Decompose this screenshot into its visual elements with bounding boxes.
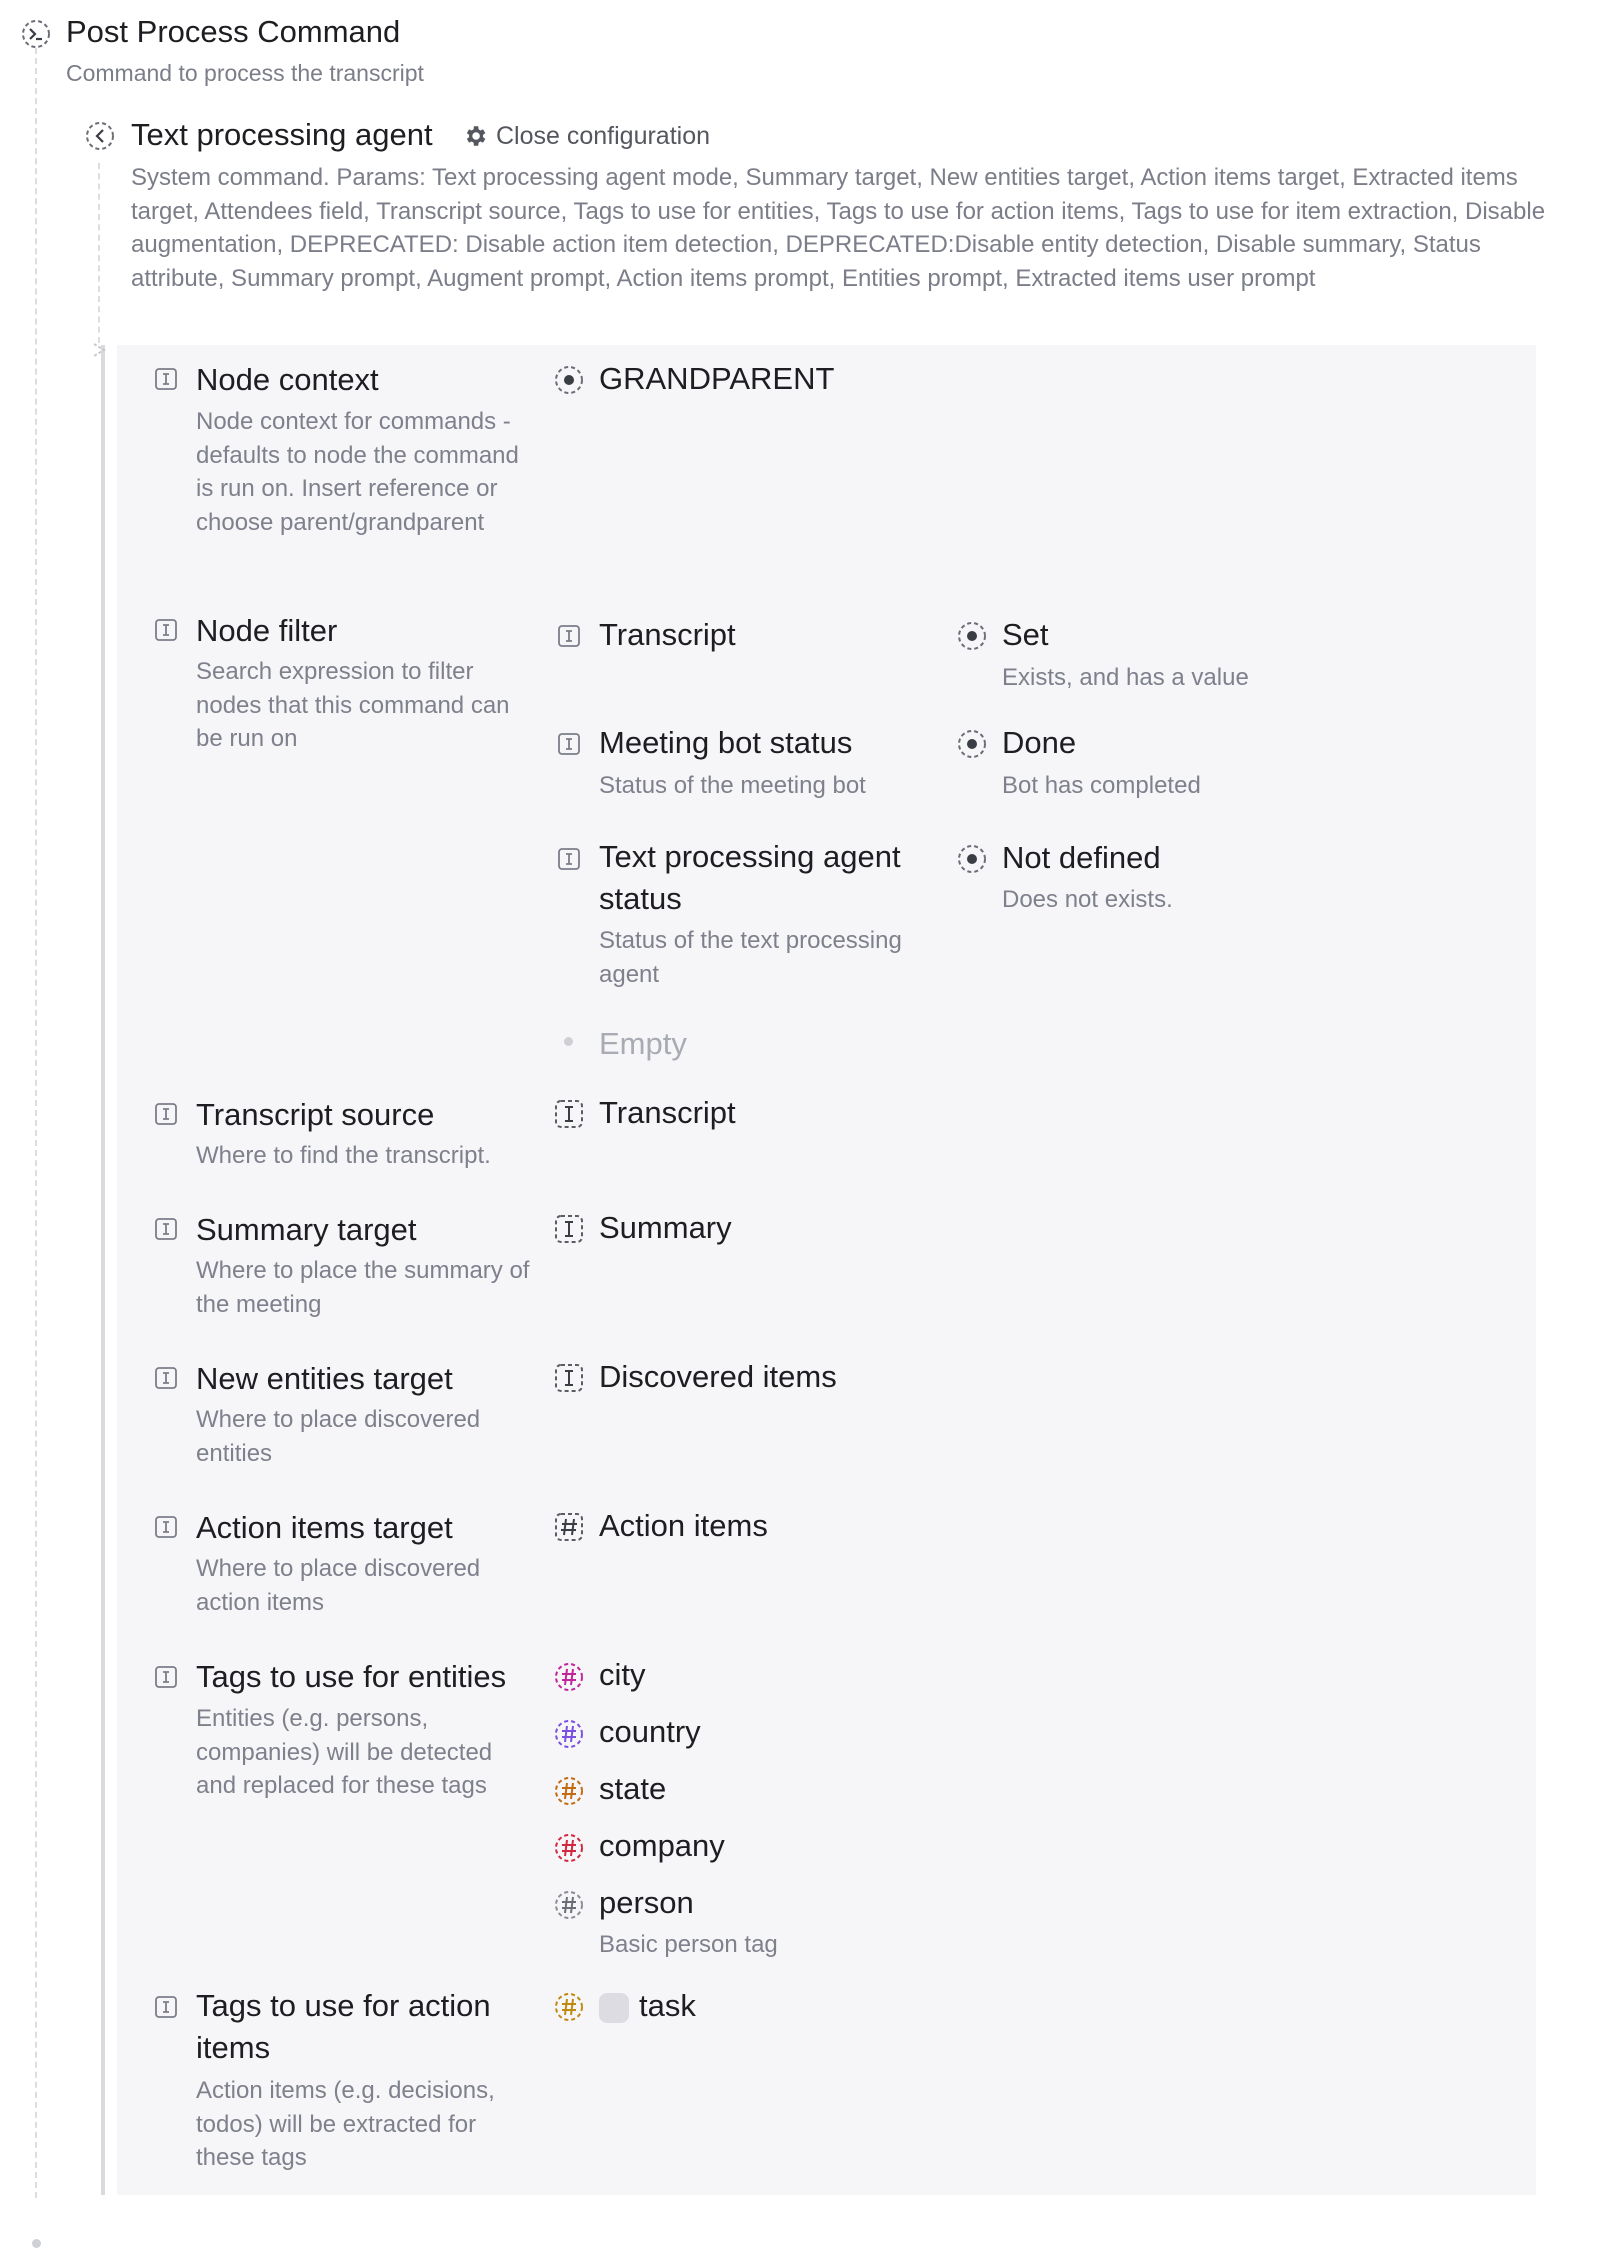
tag-item-task[interactable]: task [639, 1988, 696, 2023]
option-value-icon [956, 843, 988, 875]
tag-icon [553, 1889, 585, 1921]
close-configuration-label: Close configuration [496, 121, 711, 150]
page-subtitle: Command to process the transcript [66, 60, 424, 86]
option-value-icon [956, 620, 988, 652]
tag-icon [553, 1832, 585, 1864]
field-label-action-items-target: Action items target [196, 1510, 453, 1545]
agent-title: Text processing agent [131, 117, 433, 152]
field-desc-tags-entities: Entities (e.g. persons, companies) will be detected and replaced for these tags [196, 1705, 493, 1799]
branch-arrow-icon [90, 340, 114, 364]
filter-condition-name[interactable]: Meeting bot status [599, 725, 853, 760]
transcript-source-value[interactable]: Transcript [599, 1095, 736, 1130]
page-title: Post Process Command [66, 14, 401, 49]
filter-condition-value-desc: Exists, and has a value [1002, 664, 1249, 691]
field-reference-icon [553, 1098, 585, 1130]
field-label-summary-target: Summary target [196, 1212, 417, 1247]
field-desc-summary-target: Where to place the summary of the meeting [196, 1257, 530, 1318]
field-label-new-entities-target: New entities target [196, 1361, 453, 1396]
field-icon [154, 1102, 178, 1126]
field-label-transcript-source: Transcript source [196, 1097, 435, 1132]
tree-guide-line [35, 48, 37, 2198]
field-label-node-filter: Node filter [196, 613, 338, 648]
filter-condition-name-desc: Status of the meeting bot [599, 772, 866, 799]
filter-condition-value[interactable]: Not defined [1002, 840, 1161, 875]
tag-item-person-desc: Basic person tag [599, 1931, 778, 1958]
tag-item-country[interactable]: country [599, 1714, 701, 1749]
close-configuration-button[interactable] [462, 119, 710, 153]
field-icon [154, 1217, 178, 1241]
field-icon [557, 847, 581, 871]
field-icon [154, 367, 178, 391]
task-checkbox-icon[interactable] [599, 1993, 629, 2023]
field-icon [154, 1995, 178, 2019]
tag-reference-icon [553, 1511, 585, 1543]
command-icon[interactable] [20, 18, 52, 50]
agent-command-icon[interactable] [84, 120, 116, 152]
field-label-tags-entities: Tags to use for entities [196, 1659, 507, 1694]
field-icon [154, 1665, 178, 1689]
node-context-value[interactable]: GRANDPARENT [599, 361, 835, 396]
summary-target-value[interactable]: Summary [599, 1210, 732, 1245]
field-reference-icon [553, 1362, 585, 1394]
field-icon [154, 618, 178, 642]
field-desc-transcript-source: Where to find the transcript. [196, 1142, 491, 1169]
filter-condition-value-desc: Bot has completed [1002, 772, 1201, 799]
tag-icon [553, 1991, 585, 2023]
field-label-node-context: Node context [196, 362, 379, 397]
field-desc-node-context: Node context for commands - defaults to node the command is run on. Insert reference or choose parent/grandparent [196, 408, 519, 536]
filter-condition-name[interactable]: Text processing agent status [599, 839, 901, 916]
tree-guide-line-inner [98, 163, 100, 343]
field-label-tags-action-items: Tags to use for action items [196, 1988, 491, 2065]
field-desc-node-filter: Search expression to filter nodes that this command can be run on [196, 658, 510, 752]
filter-condition-value-desc: Does not exists. [1002, 886, 1173, 913]
field-icon [154, 1515, 178, 1539]
empty-bullet-icon [564, 1037, 573, 1046]
tag-item-city[interactable]: city [599, 1657, 646, 1692]
panel-left-border [101, 345, 105, 2195]
new-node-bullet-icon[interactable] [32, 2239, 41, 2248]
option-value-icon [553, 364, 585, 396]
field-icon [154, 1366, 178, 1390]
option-value-icon [956, 728, 988, 760]
gear-icon [462, 123, 488, 149]
action-items-target-value[interactable]: Action items [599, 1508, 768, 1543]
tag-icon [553, 1718, 585, 1750]
agent-description: System command. Params: Text processing agent mode, Summary target, New entities target, Action items target, Extracted items target, Attendees field, Transcript source, Tags to use for entities, Tags to use for action items, Tags to use for item extraction, Disable augmentation, DEPRECATED: Disable action item detection, DEPRECATED:Disable entity detection, Disable summary, Status attribute, Summary prompt, Augment prompt, Action items prompt, Entities prompt, Extracted items user prompt [131, 164, 1546, 292]
field-desc-new-entities-target: Where to place discovered entities [196, 1406, 481, 1467]
field-desc-action-items-target: Where to place discovered action items [196, 1555, 481, 1616]
field-icon [557, 732, 581, 756]
tag-item-state[interactable]: state [599, 1771, 667, 1806]
field-icon [557, 624, 581, 648]
new-entities-target-value[interactable]: Discovered items [599, 1359, 837, 1394]
field-reference-icon [553, 1213, 585, 1245]
filter-condition-value[interactable]: Done [1002, 725, 1077, 760]
tag-icon [553, 1775, 585, 1807]
filter-empty-placeholder[interactable]: Empty [599, 1026, 687, 1061]
filter-condition-name-desc: Status of the text processing agent [599, 927, 902, 988]
tag-item-person[interactable]: person [599, 1885, 694, 1920]
tag-item-company[interactable]: company [599, 1828, 725, 1863]
filter-condition-value[interactable]: Set [1002, 617, 1049, 652]
tag-icon [553, 1661, 585, 1693]
filter-condition-name[interactable]: Transcript [599, 617, 736, 652]
field-desc-tags-action-items: Action items (e.g. decisions, todos) will be extracted for these tags [196, 2077, 495, 2171]
